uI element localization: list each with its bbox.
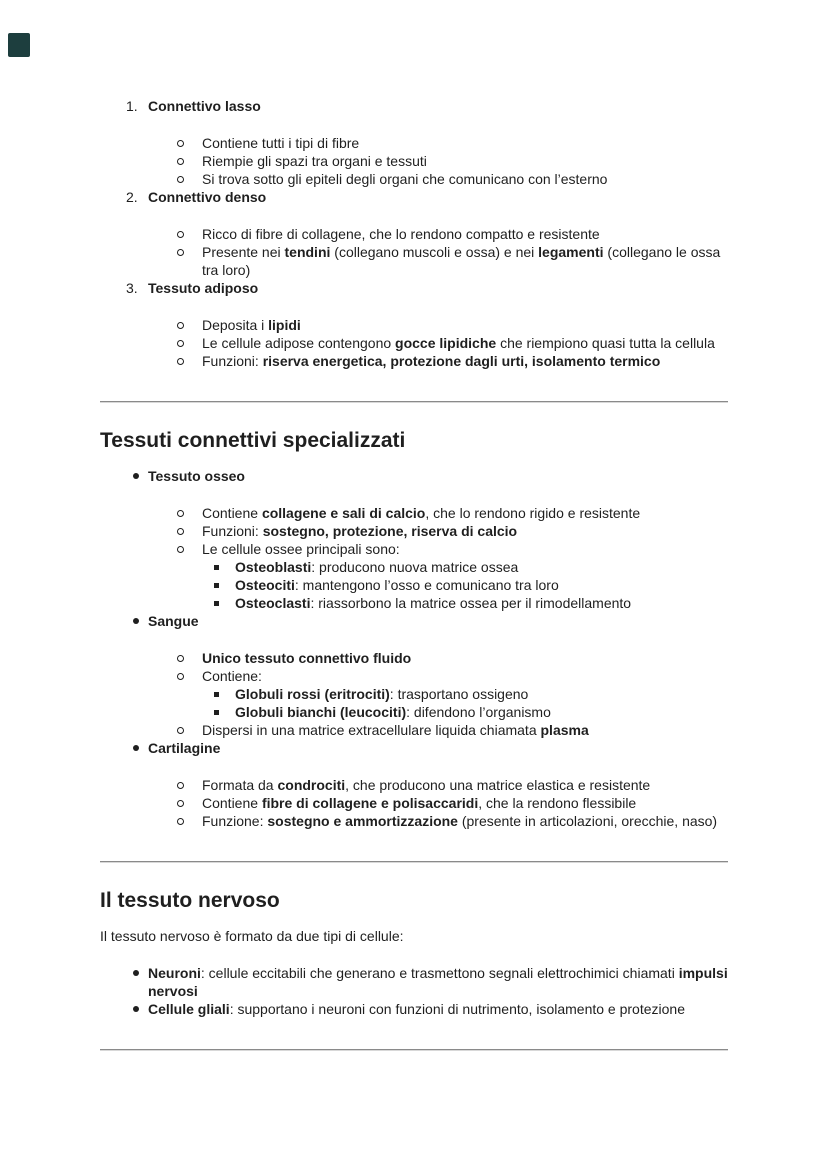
list-item: [100, 558, 728, 576]
list-item-text: Le cellule ossee principali sono:: [202, 541, 400, 557]
list-item-text: Contiene fibre di collagene e polisaccaridi, che la rendono flessibile: [202, 795, 637, 811]
list-item-text: Riempie gli spazi tra organi e tessuti: [202, 153, 427, 169]
list-item: [100, 964, 728, 1000]
circle-bullet-icon: [177, 358, 184, 365]
list-item: [100, 97, 728, 115]
list-item: [100, 776, 728, 794]
list-item: [100, 1000, 728, 1018]
number-marker: 1.: [126, 98, 138, 114]
list-item-text: Contiene collagene e sali di calcio, che lo rendono rigido e resistente: [202, 505, 641, 521]
list-item: [100, 594, 728, 612]
disc-bullet-icon: [133, 473, 139, 479]
corner-mark: [8, 33, 30, 57]
list-tessuti-specializzati: [100, 467, 728, 830]
list-item-text: Deposita i lipidi: [202, 317, 301, 333]
list-item-text: Si trova sotto gli epiteli degli organi che comunicano con l’esterno: [202, 171, 608, 187]
list-item: [100, 794, 728, 812]
list-item-text: Presente nei tendini (collegano muscoli e ossa) e nei legamenti (collegano le ossa tra loro): [202, 244, 721, 278]
list-tipi-di-connettivo: [100, 97, 728, 370]
list-item: [100, 522, 728, 540]
list-item: [100, 225, 728, 243]
list-item: [100, 188, 728, 206]
circle-bullet-icon: [177, 528, 184, 535]
list-item-text: Cartilagine: [148, 740, 221, 756]
paragraph-nervoso-intro: Il tessuto nervoso è formato da due tipi di cellule:: [100, 928, 404, 944]
list-item: [100, 703, 728, 721]
list-item-text: Tessuto adiposo: [148, 280, 259, 296]
list-item-text: Funzioni: sostegno, protezione, riserva di calcio: [202, 523, 518, 539]
list-item: [100, 134, 728, 152]
list-item: [100, 739, 728, 757]
list-item: [100, 649, 728, 667]
list-item-text: Unico tessuto connettivo fluido: [202, 650, 412, 666]
list-item-text: Osteoclasti: riassorbono la matrice ossea per il rimodellamento: [235, 595, 632, 611]
list-item: [100, 612, 728, 630]
list-item: [100, 540, 728, 558]
disc-bullet-icon: [133, 1006, 139, 1012]
list-item-text: Osteociti: mantengono l’osso e comunicano tra loro: [235, 577, 559, 593]
square-bullet-icon: [214, 710, 219, 715]
circle-bullet-icon: [177, 249, 184, 256]
circle-bullet-icon: [177, 655, 184, 662]
horizontal-rule: [100, 1049, 728, 1051]
section-heading-tessuti-specializzati: Tessuti connettivi specializzati: [100, 429, 406, 452]
list-item-text: Contiene tutti i tipi di fibre: [202, 135, 360, 151]
circle-bullet-icon: [177, 782, 184, 789]
list-item-text: Funzioni: riserva energetica, protezione dagli urti, isolamento termico: [202, 353, 661, 369]
list-item-text: Globuli bianchi (leucociti): difendono l’organismo: [235, 704, 551, 720]
circle-bullet-icon: [177, 340, 184, 347]
circle-bullet-icon: [177, 322, 184, 329]
square-bullet-icon: [214, 692, 219, 697]
list-item-text: Formata da condrociti, che producono una matrice elastica e resistente: [202, 777, 651, 793]
list-item-text: Connettivo lasso: [148, 98, 261, 114]
list-item-text: Contiene:: [202, 668, 262, 684]
list-item: [100, 170, 728, 188]
square-bullet-icon: [214, 601, 219, 606]
circle-bullet-icon: [177, 176, 184, 183]
list-item: [100, 334, 728, 352]
section-heading-tessuto-nervoso: Il tessuto nervoso: [100, 889, 280, 912]
list-item-text: Tessuto osseo: [148, 468, 245, 484]
list-item: [100, 152, 728, 170]
list-item: [100, 667, 728, 685]
circle-bullet-icon: [177, 510, 184, 517]
circle-bullet-icon: [177, 727, 184, 734]
circle-bullet-icon: [177, 818, 184, 825]
list-item-text: Dispersi in una matrice extracellulare liquida chiamata plasma: [202, 722, 589, 738]
circle-bullet-icon: [177, 800, 184, 807]
circle-bullet-icon: [177, 158, 184, 165]
list-item: [100, 504, 728, 522]
number-marker: 3.: [126, 280, 138, 296]
list-item-text: Osteoblasti: producono nuova matrice ossea: [235, 559, 519, 575]
list-item: [100, 352, 728, 370]
square-bullet-icon: [214, 565, 219, 570]
list-item-text: Le cellule adipose contengono gocce lipidiche che riempiono quasi tutta la cellula: [202, 335, 715, 351]
number-marker: 2.: [126, 189, 138, 205]
list-item: [100, 467, 728, 485]
list-item-text: Connettivo denso: [148, 189, 267, 205]
list-item-text: Sangue: [148, 613, 199, 629]
list-item-text: Funzione: sostegno e ammortizzazione (presente in articolazioni, orecchie, naso): [202, 813, 718, 829]
list-item-text: Cellule gliali: supportano i neuroni con funzioni di nutrimento, isolamento e protezione: [148, 1001, 685, 1017]
circle-bullet-icon: [177, 673, 184, 680]
horizontal-rule: [100, 861, 728, 863]
horizontal-rule: [100, 401, 728, 403]
disc-bullet-icon: [133, 745, 139, 751]
circle-bullet-icon: [177, 546, 184, 553]
disc-bullet-icon: [133, 970, 139, 976]
list-item: [100, 243, 728, 279]
list-item: [100, 316, 728, 334]
square-bullet-icon: [214, 583, 219, 588]
list-tessuto-nervoso: [100, 964, 728, 1018]
list-item-text: Ricco di fibre di collagene, che lo rendono compatto e resistente: [202, 226, 600, 242]
circle-bullet-icon: [177, 231, 184, 238]
list-item: [100, 721, 728, 739]
list-item-text: Neuroni: cellule eccitabili che generano e trasmettono segnali elettrochimici chiamati impulsi nervosi: [148, 965, 728, 999]
list-item: [100, 685, 728, 703]
list-item-text: Globuli rossi (eritrociti): trasportano ossigeno: [235, 686, 529, 702]
disc-bullet-icon: [133, 618, 139, 624]
list-item: [100, 576, 728, 594]
list-item: [100, 812, 728, 830]
list-item: [100, 279, 728, 297]
circle-bullet-icon: [177, 140, 184, 147]
